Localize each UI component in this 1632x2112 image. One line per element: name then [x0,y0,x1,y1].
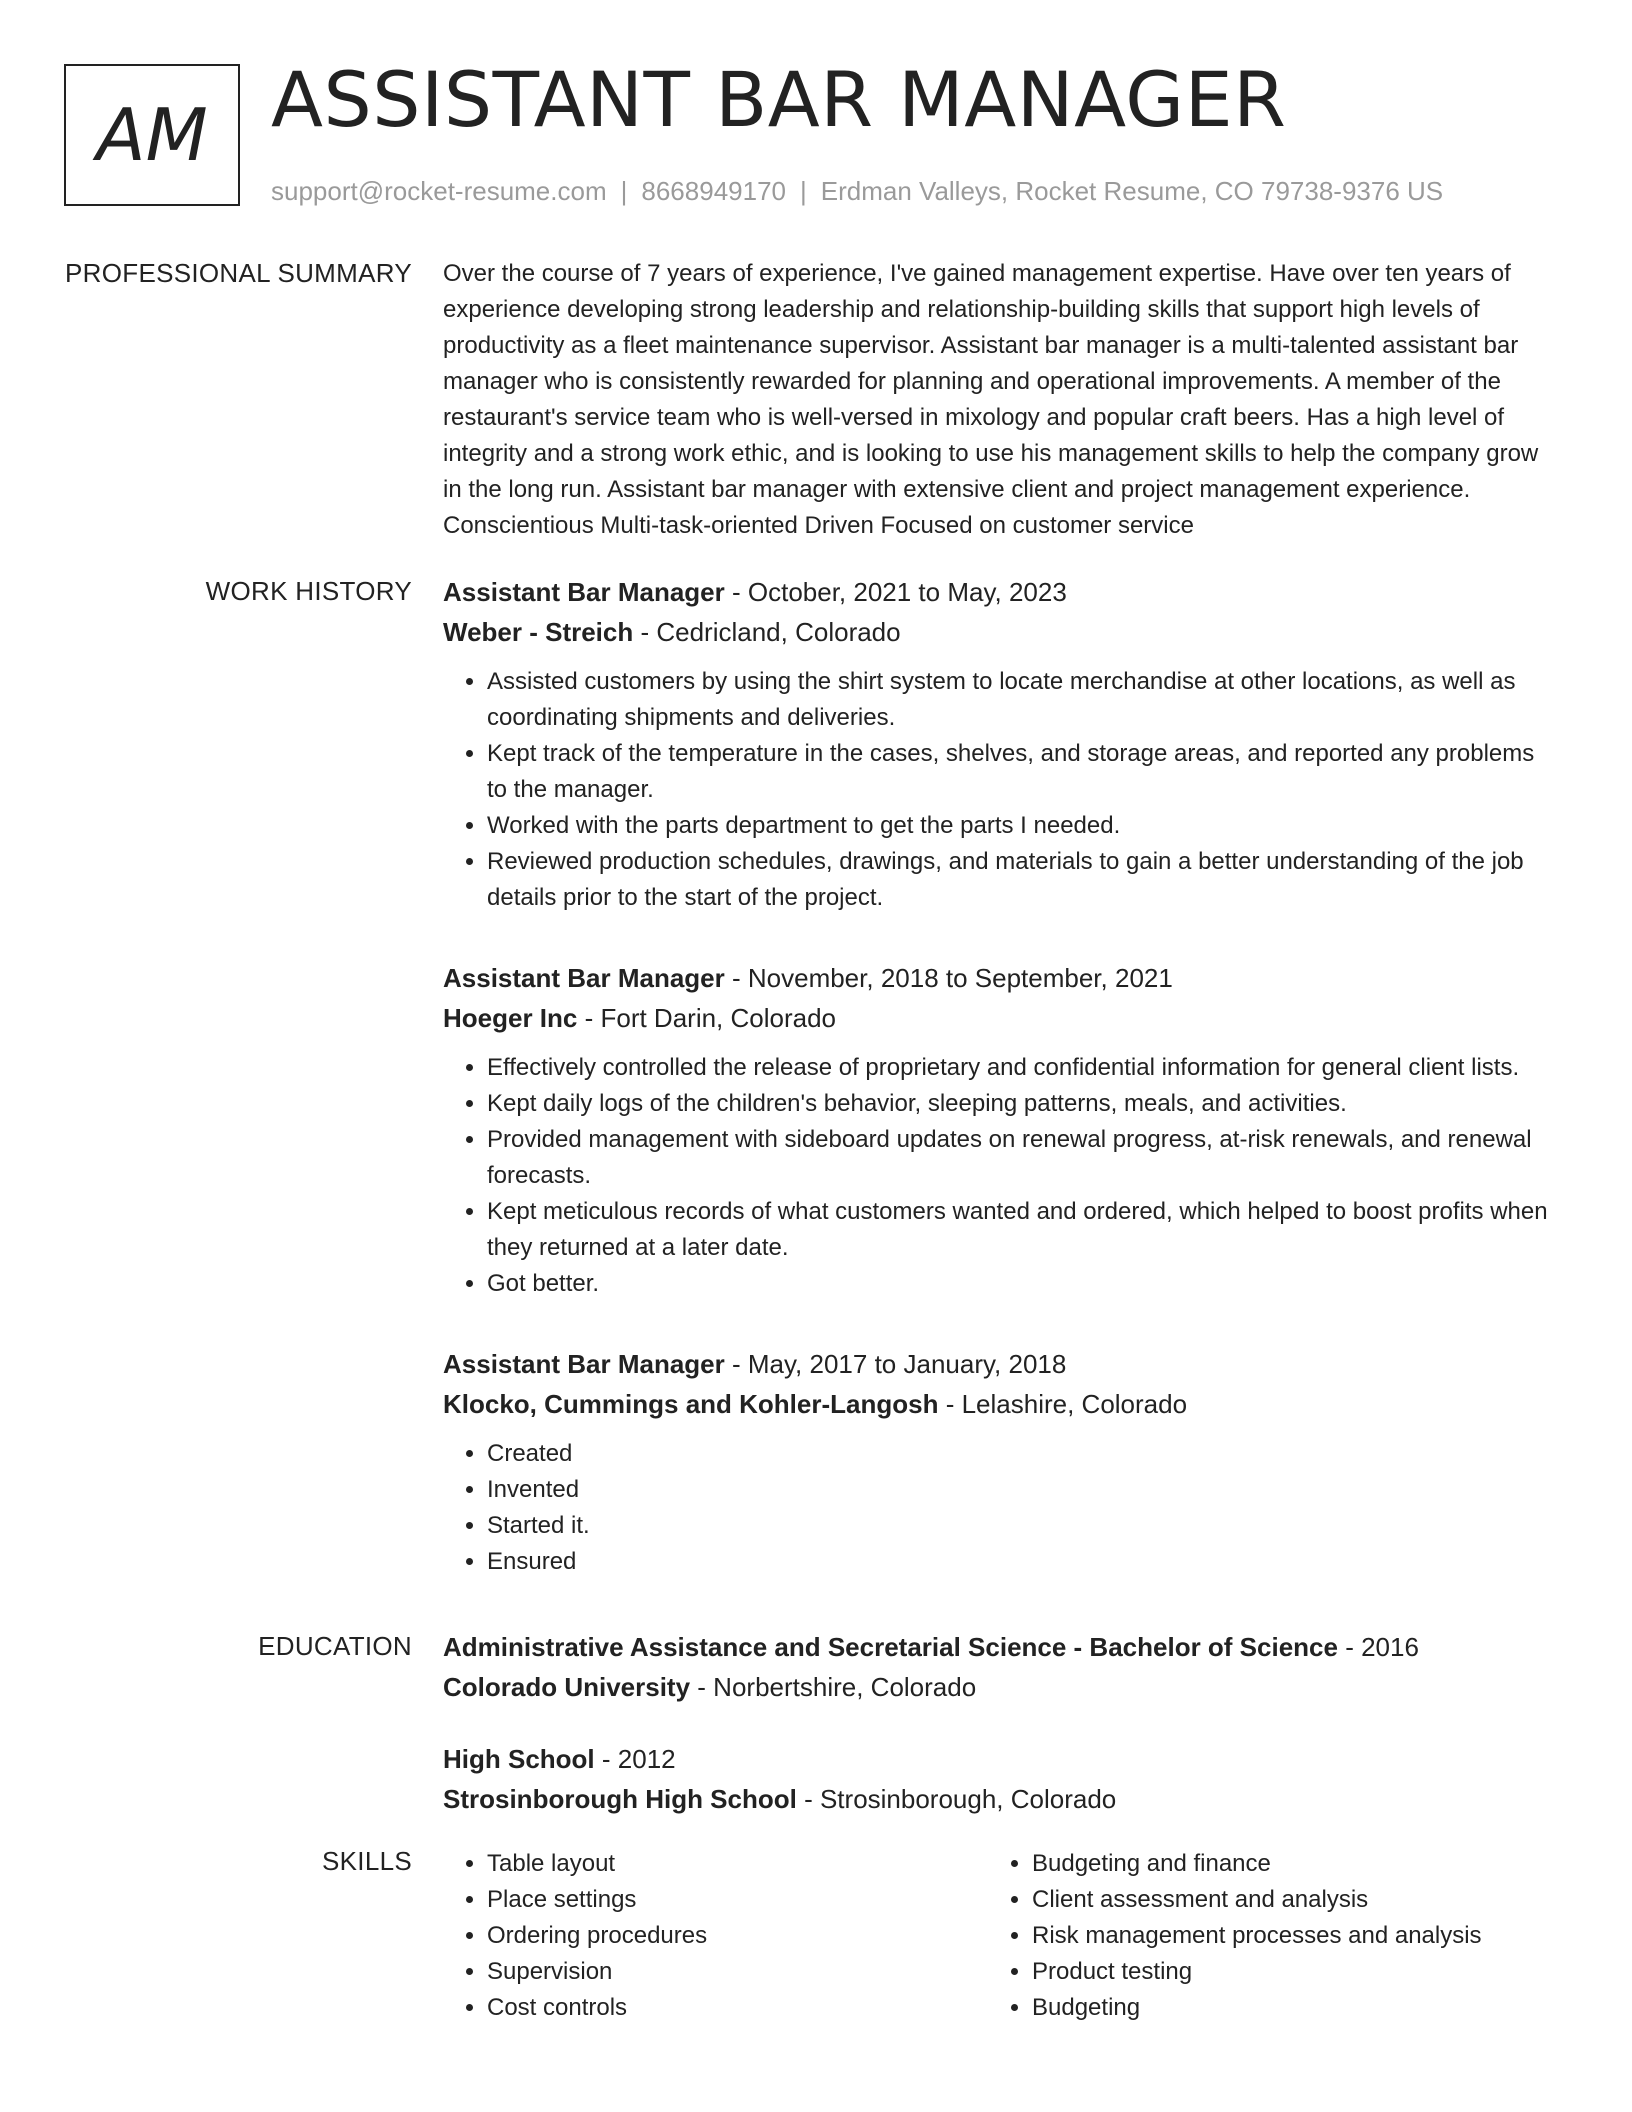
monogram-badge: AM [64,64,240,206]
school-name: Colorado University [443,1672,691,1702]
list-item: • Ensured [487,1544,1555,1580]
education-entry [443,1739,1555,1819]
list-item: • Provided management with sideboard updates on renewal progress, at-risk renewals, and renewal forecasts. [487,1122,1555,1194]
summary-body [443,256,1555,544]
job-bullets [443,664,1555,916]
job-bullets [443,1436,1555,1580]
list-item: • Invented [487,1472,1555,1508]
list-item: • Assisted customers by using the shirt system to locate merchandise at other locations, as well as coordinating shipments and deliveries. [487,664,1555,736]
list-item: • Got better. [487,1266,1555,1302]
skill-item: • Budgeting and finance [1032,1846,1533,1882]
job-entry [443,1344,1555,1580]
skill-item: • Risk management processes and analysis [1032,1918,1533,1954]
section-label-skills: SKILLS [322,1846,412,1876]
job-company-line [443,998,1555,1038]
degree-line [443,1739,1555,1779]
degree-name: High School [443,1744,595,1774]
list-item: • Kept track of the temperature in the cases, shelves, and storage areas, and reported any problems to the manager. [487,736,1555,808]
section-label-work-history: WORK HISTORY [205,576,412,606]
contact-address: Erdman Valleys, Rocket Resume, CO 79738-9376 US [820,176,1444,206]
job-title-line [443,958,1555,998]
contact-separator: | [620,176,628,206]
job-entry [443,958,1555,1302]
job-bullets [443,1050,1555,1302]
skills-column-right [988,1846,1533,2026]
job-location: - Cedricland, Colorado [633,617,901,647]
section-label-summary: PROFESSIONAL SUMMARY [65,258,412,288]
list-item: • Kept meticulous records of what customers wanted and ordered, which helped to boost profits when they returned at a later date. [487,1194,1555,1266]
job-dates: - May, 2017 to January, 2018 [724,1349,1067,1379]
contact-separator: | [800,176,807,206]
job-dates: - November, 2018 to September, 2021 [724,963,1173,993]
education-body [443,1627,1555,1851]
job-title: Assistant Bar Manager [443,963,725,993]
job-company: Klocko, Cummings and Kohler-Langosh [443,1389,939,1419]
school-line [443,1779,1555,1819]
job-company: Hoeger Inc [443,1003,578,1033]
contact-line [271,176,1443,207]
job-entry [443,572,1555,916]
list-item: • Effectively controlled the release of proprietary and confidential information for general client lists. [487,1050,1555,1086]
degree-name: Administrative Assistance and Secretarial Science - Bachelor of Science [443,1632,1338,1662]
school-line [443,1667,1555,1707]
job-title-line [443,1344,1555,1384]
degree-year: - 2016 [1337,1632,1419,1662]
job-title: Assistant Bar Manager [443,1349,725,1379]
skills-column-left [443,1846,988,2026]
school-location: - Norbertshire, Colorado [690,1672,977,1702]
skills-body [443,1846,1555,2026]
skills-list [443,1846,988,2026]
list-item: • Started it. [487,1508,1555,1544]
skill-item: • Place settings [487,1882,988,1918]
section-label-education: EDUCATION [258,1631,412,1661]
skills-columns [443,1846,1555,2026]
list-item: • Worked with the parts department to get the parts I needed. [487,808,1555,844]
skill-item: • Ordering procedures [487,1918,988,1954]
degree-year: - 2012 [594,1744,676,1774]
school-location: - Strosinborough, Colorado [796,1784,1117,1814]
job-location: - Fort Darin, Colorado [577,1003,837,1033]
contact-email: support@rocket-resume.com [271,176,607,206]
school-name: Strosinborough High School [443,1784,797,1814]
degree-line [443,1627,1555,1667]
skill-item: • Supervision [487,1954,988,1990]
resume-header [64,55,1584,210]
job-title: Assistant Bar Manager [443,577,725,607]
job-location: - Lelashire, Colorado [938,1389,1188,1419]
education-entry [443,1627,1555,1707]
summary-text: Over the course of 7 years of experience, I've gained management expertise. Have over ten years of experience developing strong leadership and relationship-building skills that support high levels of productivity as a fleet maintenance supervisor. Assistant bar manager is a multi-talented assistant bar manager who is consistently rewarded for planning and operational improvements. A member of the restaurant's service team who is well-versed in mixology and popular craft beers. Has a high level of integrity and a strong work ethic, and is looking to use his management skills to help the company grow in the long run. Assistant bar manager with extensive client and project management experience. Conscientious Multi-task-oriented Driven Focused on customer service [443,260,1539,539]
list-item: • Created [487,1436,1555,1472]
skills-list [988,1846,1533,2026]
resume-title: ASSISTANT BAR MANAGER [271,55,1287,144]
list-item: • Reviewed production schedules, drawings, and materials to gain a better understanding of the job details prior to the start of the project. [487,844,1555,916]
job-company: Weber - Streich [443,617,634,647]
skill-item: • Budgeting [1032,1990,1533,2026]
list-item: • Kept daily logs of the children's behavior, sleeping patterns, meals, and activities. [487,1086,1555,1122]
skill-item: • Client assessment and analysis [1032,1882,1533,1918]
job-company-line [443,612,1555,652]
contact-phone: 8668949170 [641,176,786,206]
job-dates: - October, 2021 to May, 2023 [724,577,1067,607]
job-title-line [443,572,1555,612]
skill-item: • Table layout [487,1846,988,1882]
work-history-body [443,572,1555,1622]
skill-item: • Product testing [1032,1954,1533,1990]
job-company-line [443,1384,1555,1424]
skill-item: • Cost controls [487,1990,988,2026]
